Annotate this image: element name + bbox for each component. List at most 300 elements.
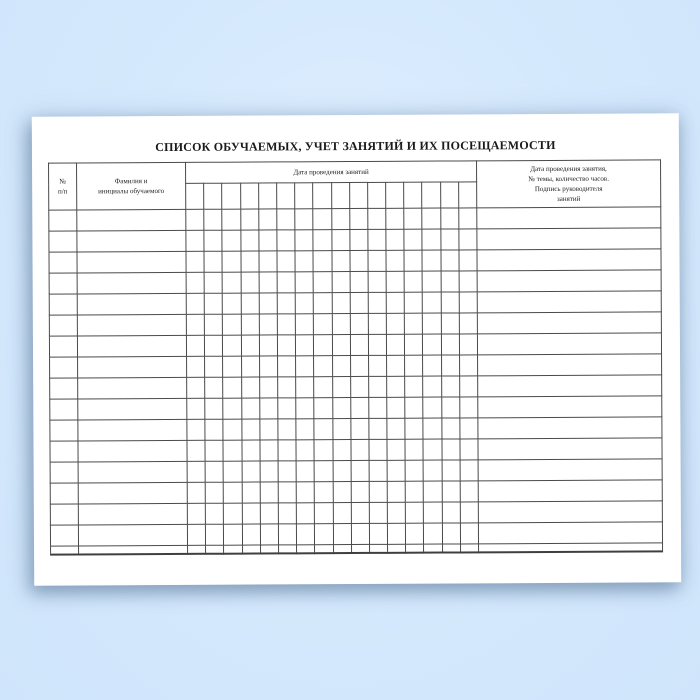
empty-cell [278, 461, 296, 482]
empty-cell [314, 440, 332, 461]
empty-cell [386, 313, 404, 334]
empty-cell [78, 419, 187, 441]
empty-cell [78, 398, 187, 420]
empty-cell [296, 503, 314, 524]
empty-cell [278, 503, 296, 524]
empty-cell [332, 356, 350, 377]
empty-cell [350, 250, 368, 271]
empty-cell [440, 208, 458, 229]
empty-cell [314, 293, 332, 314]
date-header-cell [295, 183, 313, 209]
empty-cell [424, 460, 442, 481]
empty-cell [224, 482, 242, 503]
empty-cell [368, 334, 386, 355]
empty-cell [187, 461, 205, 482]
empty-cell [205, 440, 223, 461]
empty-cell [423, 376, 441, 397]
empty-cell [333, 524, 351, 545]
empty-cell [78, 524, 187, 546]
empty-cell [478, 522, 662, 544]
empty-cell [477, 228, 661, 250]
empty-cell [223, 314, 241, 335]
empty-cell [422, 208, 440, 229]
empty-cell [405, 313, 423, 334]
empty-cell [222, 209, 240, 230]
empty-cell [77, 335, 186, 357]
date-header-cell [440, 182, 458, 208]
empty-cell [459, 271, 477, 292]
empty-cell [315, 545, 333, 553]
date-header-cell [204, 183, 222, 209]
empty-cell [278, 524, 296, 545]
empty-cell [423, 313, 441, 334]
empty-cell [387, 523, 405, 544]
empty-cell [386, 229, 404, 250]
empty-cell [259, 293, 277, 314]
column-header-name: Фамилия и инициалы обучаемого [77, 162, 186, 210]
empty-cell [260, 524, 278, 545]
empty-cell [277, 335, 295, 356]
empty-cell [351, 460, 369, 481]
empty-cell [331, 251, 349, 272]
empty-cell [369, 418, 387, 439]
empty-cell [314, 398, 332, 419]
empty-cell [186, 251, 204, 272]
empty-cell [460, 523, 478, 544]
empty-cell [404, 229, 422, 250]
paper-sheet [32, 113, 681, 585]
empty-cell [259, 314, 277, 335]
empty-cell [186, 335, 204, 356]
empty-cell [387, 376, 405, 397]
empty-cell [260, 461, 278, 482]
empty-cell [242, 524, 260, 545]
empty-cell [296, 356, 314, 377]
empty-cell [277, 251, 295, 272]
empty-cell [51, 546, 79, 554]
empty-cell [314, 377, 332, 398]
empty-cell [332, 314, 350, 335]
empty-cell [79, 545, 188, 554]
empty-cell [478, 480, 662, 502]
empty-cell [368, 292, 386, 313]
empty-cell [224, 503, 242, 524]
empty-cell [260, 440, 278, 461]
empty-cell [459, 208, 477, 229]
empty-cell [260, 419, 278, 440]
empty-cell [477, 291, 661, 313]
empty-cell [368, 355, 386, 376]
empty-cell [296, 461, 314, 482]
empty-cell [49, 336, 77, 357]
empty-cell [241, 335, 259, 356]
empty-cell [422, 229, 440, 250]
empty-cell [205, 482, 223, 503]
empty-cell [423, 355, 441, 376]
empty-cell [404, 208, 422, 229]
empty-cell [295, 230, 313, 251]
empty-cell [296, 419, 314, 440]
date-header-cell [368, 182, 386, 208]
empty-cell [259, 209, 277, 230]
empty-cell [187, 419, 205, 440]
empty-cell [368, 271, 386, 292]
empty-cell [331, 209, 349, 230]
empty-cell [406, 523, 424, 544]
empty-cell [222, 251, 240, 272]
empty-cell [242, 503, 260, 524]
empty-cell [241, 377, 259, 398]
empty-cell [406, 502, 424, 523]
date-header-cell [422, 182, 440, 208]
empty-cell [333, 545, 351, 553]
empty-cell [315, 482, 333, 503]
empty-cell [477, 312, 661, 334]
empty-cell [187, 398, 205, 419]
empty-cell [259, 335, 277, 356]
empty-cell [332, 398, 350, 419]
empty-cell [332, 377, 350, 398]
empty-cell [387, 481, 405, 502]
empty-cell [351, 481, 369, 502]
empty-cell [313, 209, 331, 230]
empty-cell [241, 356, 259, 377]
empty-cell [78, 356, 187, 378]
empty-cell [260, 398, 278, 419]
empty-cell [296, 398, 314, 419]
empty-cell [460, 502, 478, 523]
empty-cell [78, 461, 187, 483]
empty-cell [332, 272, 350, 293]
empty-cell [77, 209, 186, 231]
empty-cell [387, 439, 405, 460]
empty-cell [350, 271, 368, 292]
empty-cell [404, 271, 422, 292]
empty-cell [204, 209, 222, 230]
empty-cell [78, 440, 187, 462]
empty-cell [223, 398, 241, 419]
empty-cell [424, 481, 442, 502]
date-header-cell [331, 183, 349, 209]
document-title: СПИСОК ОБУЧАЕМЫХ, УЧЕТ ЗАНЯТИЙ И ИХ ПОСЕЩАЕМОСТИ [155, 137, 556, 155]
empty-cell [314, 419, 332, 440]
empty-cell [49, 231, 77, 252]
empty-cell [442, 439, 460, 460]
empty-cell [424, 523, 442, 544]
empty-cell [405, 418, 423, 439]
empty-cell [295, 272, 313, 293]
empty-cell [478, 438, 662, 460]
empty-cell [277, 314, 295, 335]
empty-cell [205, 335, 223, 356]
empty-cell [204, 293, 222, 314]
empty-cell [223, 293, 241, 314]
empty-cell [315, 524, 333, 545]
attendance-table [48, 159, 663, 555]
empty-cell [478, 459, 662, 481]
empty-cell [314, 461, 332, 482]
empty-cell [278, 377, 296, 398]
empty-cell [350, 397, 368, 418]
empty-cell [387, 502, 405, 523]
empty-cell [315, 503, 333, 524]
empty-cell [186, 272, 204, 293]
empty-cell [240, 230, 258, 251]
empty-cell [479, 543, 663, 552]
empty-cell [387, 397, 405, 418]
empty-cell [77, 251, 186, 273]
empty-cell [259, 230, 277, 251]
empty-cell [442, 481, 460, 502]
empty-cell [205, 419, 223, 440]
header-row-top [49, 160, 661, 184]
empty-cell [260, 482, 278, 503]
empty-cell [222, 230, 240, 251]
empty-cell [204, 272, 222, 293]
empty-cell [460, 544, 478, 552]
empty-cell [441, 292, 459, 313]
empty-cell [278, 419, 296, 440]
empty-cell [295, 314, 313, 335]
empty-cell [223, 356, 241, 377]
empty-cell [296, 377, 314, 398]
empty-cell [78, 482, 187, 504]
empty-cell [242, 440, 260, 461]
empty-cell [241, 251, 259, 272]
empty-cell [188, 545, 206, 553]
empty-cell [206, 545, 224, 553]
column-header-summary: Дата проведения занятия, № темы, количество часов. Подпись руководителя занятий [477, 160, 661, 208]
empty-cell [205, 461, 223, 482]
empty-cell [459, 292, 477, 313]
empty-cell [386, 250, 404, 271]
empty-cell [78, 377, 187, 399]
empty-cell [386, 334, 404, 355]
empty-cell [441, 418, 459, 439]
empty-cell [478, 501, 662, 523]
empty-cell [386, 208, 404, 229]
empty-cell [49, 315, 77, 336]
empty-cell [313, 230, 331, 251]
empty-cell [369, 376, 387, 397]
empty-cell [405, 481, 423, 502]
empty-cell [332, 335, 350, 356]
empty-cell [50, 483, 78, 504]
empty-cell [350, 292, 368, 313]
empty-cell [259, 377, 277, 398]
empty-cell [277, 209, 295, 230]
empty-cell [477, 333, 661, 355]
empty-cell [441, 355, 459, 376]
empty-cell [424, 544, 442, 552]
empty-cell [442, 502, 460, 523]
empty-cell [224, 524, 242, 545]
empty-cell [368, 229, 386, 250]
empty-cell [405, 334, 423, 355]
empty-cell [332, 440, 350, 461]
empty-cell [369, 481, 387, 502]
empty-cell [241, 272, 259, 293]
empty-cell [423, 271, 441, 292]
empty-cell [332, 293, 350, 314]
empty-cell [424, 502, 442, 523]
empty-cell [186, 209, 204, 230]
empty-cell [460, 439, 478, 460]
empty-cell [442, 460, 460, 481]
empty-cell [441, 250, 459, 271]
empty-cell [441, 313, 459, 334]
empty-cell [241, 398, 259, 419]
table-body [49, 207, 663, 554]
empty-cell [404, 250, 422, 271]
empty-cell [77, 293, 186, 315]
empty-cell [423, 334, 441, 355]
empty-cell [423, 439, 441, 460]
empty-cell [333, 482, 351, 503]
empty-cell [477, 249, 661, 271]
date-header-cell [386, 182, 404, 208]
empty-cell [278, 398, 296, 419]
empty-cell [259, 356, 277, 377]
column-group-dates: Дата проведения занятий [186, 161, 477, 184]
empty-cell [186, 314, 204, 335]
empty-cell [77, 314, 186, 336]
empty-cell [333, 503, 351, 524]
empty-cell [369, 460, 387, 481]
empty-cell [441, 271, 459, 292]
date-header-cell [349, 182, 367, 208]
empty-cell [460, 481, 478, 502]
empty-cell [351, 544, 369, 552]
empty-cell [369, 523, 387, 544]
empty-cell [241, 314, 259, 335]
empty-cell [296, 335, 314, 356]
empty-cell [350, 355, 368, 376]
empty-cell [204, 251, 222, 272]
empty-cell [406, 544, 424, 552]
empty-cell [368, 250, 386, 271]
empty-cell [459, 334, 477, 355]
empty-cell [423, 292, 441, 313]
empty-cell [441, 334, 459, 355]
empty-cell [50, 441, 78, 462]
empty-cell [331, 230, 349, 251]
empty-cell [50, 378, 78, 399]
empty-cell [459, 229, 477, 250]
date-header-cell [277, 183, 295, 209]
empty-cell [477, 207, 661, 229]
empty-cell [278, 545, 296, 553]
date-header-cell [458, 182, 476, 208]
empty-cell [49, 273, 77, 294]
empty-cell [50, 462, 78, 483]
empty-cell [478, 396, 662, 418]
empty-cell [404, 292, 422, 313]
empty-cell [405, 376, 423, 397]
empty-cell [460, 418, 478, 439]
empty-cell [369, 397, 387, 418]
empty-cell [442, 544, 460, 552]
empty-cell [297, 545, 315, 553]
empty-cell [277, 230, 295, 251]
empty-cell [78, 503, 187, 525]
empty-cell [459, 313, 477, 334]
empty-cell [205, 398, 223, 419]
empty-cell [50, 357, 78, 378]
empty-cell [368, 208, 386, 229]
empty-cell [241, 293, 259, 314]
empty-cell [50, 504, 78, 525]
empty-cell [314, 356, 332, 377]
empty-cell [77, 272, 186, 294]
empty-cell [242, 545, 260, 553]
empty-cell [77, 230, 186, 252]
empty-cell [477, 270, 661, 292]
empty-cell [296, 482, 314, 503]
empty-cell [187, 482, 205, 503]
empty-cell [187, 440, 205, 461]
empty-cell [187, 503, 205, 524]
empty-cell [49, 252, 77, 273]
empty-cell [313, 251, 331, 272]
empty-cell [349, 208, 367, 229]
empty-cell [278, 440, 296, 461]
empty-cell [478, 354, 662, 376]
empty-cell [206, 524, 224, 545]
column-header-number: № п/п [49, 163, 77, 210]
empty-cell [460, 460, 478, 481]
empty-cell [205, 356, 223, 377]
empty-cell [260, 545, 278, 553]
empty-cell [405, 355, 423, 376]
empty-cell [386, 271, 404, 292]
empty-cell [405, 397, 423, 418]
empty-cell [369, 502, 387, 523]
empty-cell [459, 250, 477, 271]
empty-cell [278, 482, 296, 503]
empty-cell [50, 525, 78, 546]
table-header [49, 160, 661, 210]
empty-cell [222, 272, 240, 293]
empty-cell [223, 377, 241, 398]
empty-cell [459, 376, 477, 397]
empty-cell [422, 250, 440, 271]
empty-cell [223, 440, 241, 461]
empty-cell [350, 376, 368, 397]
empty-cell [387, 460, 405, 481]
empty-cell [440, 229, 458, 250]
empty-cell [49, 294, 77, 315]
empty-cell [187, 524, 205, 545]
empty-cell [295, 251, 313, 272]
empty-cell [296, 440, 314, 461]
empty-cell [478, 375, 662, 397]
empty-cell [350, 334, 368, 355]
empty-cell [205, 377, 223, 398]
date-header-cell [222, 183, 240, 209]
empty-cell [351, 523, 369, 544]
empty-cell [442, 523, 460, 544]
empty-cell [240, 209, 258, 230]
empty-cell [297, 524, 315, 545]
empty-cell [50, 420, 78, 441]
empty-cell [460, 397, 478, 418]
empty-cell [313, 272, 331, 293]
empty-cell [405, 439, 423, 460]
empty-cell [259, 251, 277, 272]
empty-cell [351, 502, 369, 523]
date-header-cell [258, 183, 276, 209]
